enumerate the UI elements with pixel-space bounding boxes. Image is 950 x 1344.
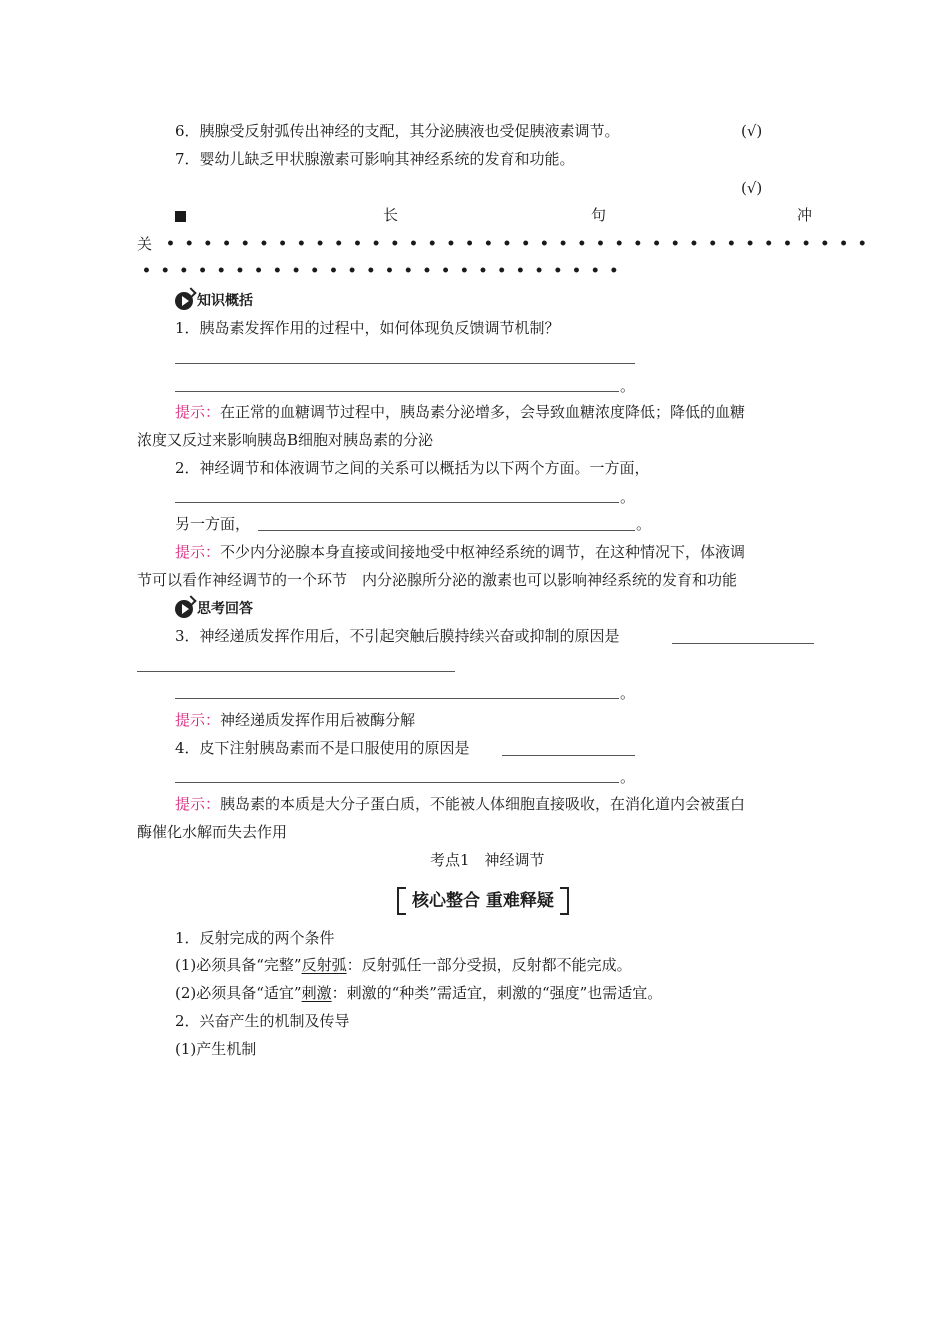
point-1b-pre: (2)必须具备“适宜”: [175, 984, 302, 1002]
point-2a: (1)产生机制: [175, 1040, 257, 1058]
judge-mark-7: (√): [741, 179, 763, 197]
emphasis-dots-row-1: • • • • • • • • • • • • • • • • • • • • • • • • • • • • • • • • • • • • • •: [166, 236, 867, 252]
question-4: 4．皮下注射胰岛素而不是口服使用的原因是: [175, 739, 470, 757]
tip-4-line-2: 酶催化水解而失去作用: [137, 823, 288, 841]
point-1a-key: 反射弧: [301, 956, 347, 974]
tip-4-line-1: [175, 797, 745, 812]
answer-period: 。: [620, 488, 636, 506]
core-banner: [397, 887, 569, 915]
judge-item-6: 6．胰腺受反射弧传出神经的支配，其分泌胰液也受促胰液素调节。: [175, 122, 620, 140]
tip-1-text: 在正常的血糖调节过程中，胰岛素分泌增多，会导致血糖浓度降低；降低的血糖: [220, 403, 746, 421]
tip-1-line-2: 浓度又反过来影响胰岛B细胞对胰岛素的分泌: [137, 431, 434, 449]
section-char-3: 冲: [797, 206, 813, 224]
point-1: 1．反射完成的两个条件: [175, 929, 335, 947]
tip-label: 提示：: [175, 403, 221, 421]
play-icon: [175, 292, 193, 310]
answer-line: [258, 530, 635, 531]
tip-1-line-1: [175, 405, 745, 420]
question-2: 2．神经调节和体液调节之间的关系可以概括为以下两个方面。一方面，: [175, 459, 650, 477]
thinking-heading: [175, 600, 253, 618]
section-char-2: 句: [591, 206, 607, 224]
point-2: 2．兴奋产生的机制及传导: [175, 1012, 350, 1030]
tip-label: 提示：: [175, 795, 221, 813]
section-char-wrap: 关: [137, 235, 153, 253]
knowledge-heading: [175, 292, 253, 310]
tip-3-text: 神经递质发挥作用后被酶分解: [220, 711, 416, 729]
tip-label: 提示：: [175, 711, 221, 729]
knowledge-heading-label: 知识概括: [197, 293, 253, 309]
answer-line: [175, 698, 619, 699]
answer-line: [175, 502, 619, 503]
emphasis-dots-row-2: • • • • • • • • • • • • • • • • • • • • • • • • • •: [142, 263, 619, 279]
section-bullet-icon: [175, 210, 186, 225]
point-1a-pre: (1)必须具备“完整”: [175, 956, 302, 974]
tip-3: [175, 713, 415, 728]
question-3: 3．神经递质发挥作用后，不引起突触后膜持续兴奋或抑制的原因是: [175, 627, 620, 645]
answer-line: [137, 671, 455, 672]
tip-2-line-1: [175, 545, 745, 560]
tip-2-line-2: 节可以看作神经调节的一个环节 内分泌腺所分泌的激素也可以影响神经系统的发育和功能: [137, 571, 738, 589]
play-icon: [175, 600, 193, 618]
thinking-heading-label: 思考回答: [197, 601, 253, 617]
answer-line: [175, 363, 635, 364]
answer-line: [502, 755, 635, 756]
judge-item-7: 7．婴幼儿缺乏甲状腺激素可影响其神经系统的发育和功能。: [175, 150, 575, 168]
bracket-left-icon: [397, 887, 406, 915]
answer-line: [175, 782, 619, 783]
point-1a-post: ：反射弧任一部分受损，反射都不能完成。: [346, 956, 632, 974]
answer-period: 。: [636, 515, 652, 533]
bracket-right-icon: [560, 887, 569, 915]
answer-period: 。: [620, 684, 636, 702]
section-char-1: 长: [383, 206, 399, 224]
point-1a: [175, 958, 632, 973]
kaodian-title: 考点1 神经调节: [430, 851, 545, 869]
tip-label: 提示：: [175, 543, 221, 561]
point-1b-post: ：刺激的“种类”需适宜，刺激的“强度”也需适宜。: [331, 984, 663, 1002]
tip-2-text: 不少内分泌腺本身直接或间接地受中枢神经系统的调节，在这种情况下，体液调: [220, 543, 746, 561]
judge-mark-6: (√): [741, 122, 763, 140]
answer-line: [672, 643, 814, 644]
tip-4-text: 胰岛素的本质是大分子蛋白质，不能被人体细胞直接吸收，在消化道内会被蛋白: [220, 795, 746, 813]
question-2-other: 另一方面，: [175, 515, 251, 533]
point-1b-key: 刺激: [301, 984, 332, 1002]
answer-period: 。: [620, 768, 636, 786]
answer-period: 。: [620, 377, 636, 395]
point-1b: [175, 986, 662, 1001]
question-1: 1．胰岛素发挥作用的过程中，如何体现负反馈调节机制？: [175, 319, 560, 337]
core-banner-label: 核心整合 重难释疑: [412, 890, 554, 911]
answer-line: [175, 391, 619, 392]
